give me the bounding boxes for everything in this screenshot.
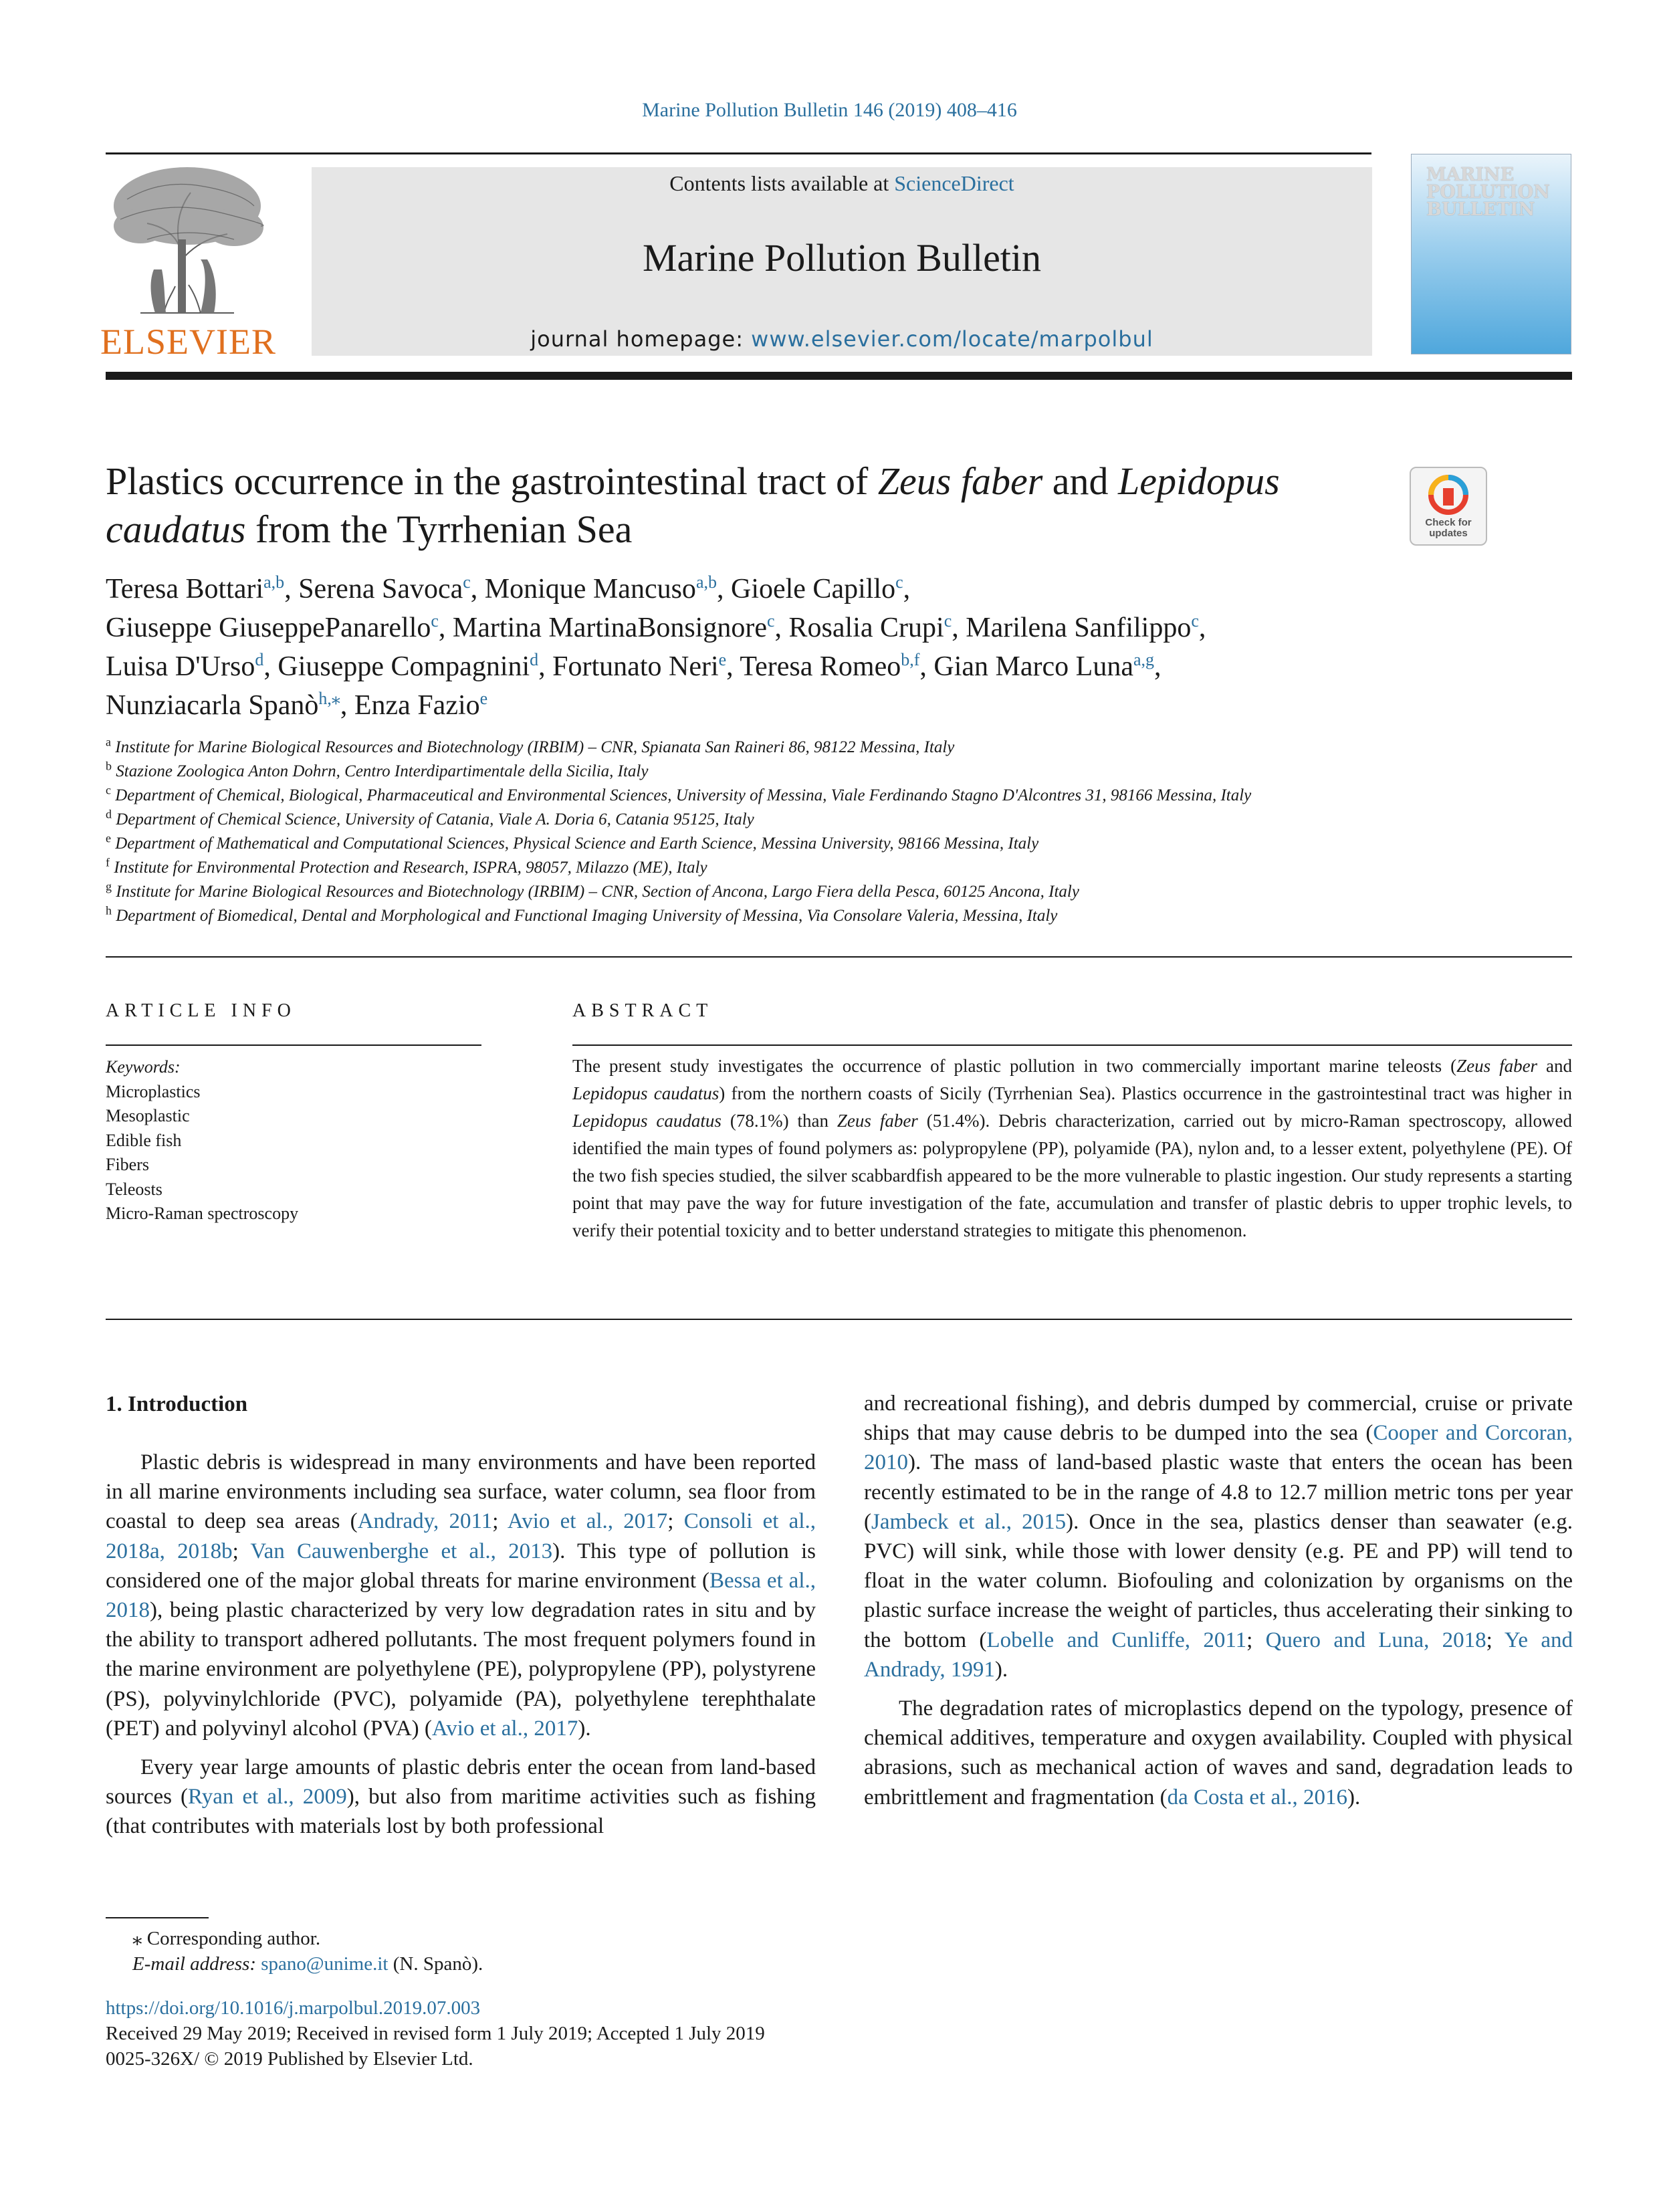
contents-line	[312, 171, 1372, 196]
citation-link[interactable]: Bessa et al., 2018	[106, 1568, 816, 1623]
email-label: E-mail address:	[132, 1953, 261, 1975]
author-affiliation-sup[interactable]: e	[718, 650, 727, 669]
abstract-species: Lepidopus caudatus	[572, 1083, 720, 1103]
cover-title-line: BULLETIN	[1426, 199, 1535, 220]
body-column-left	[106, 1448, 816, 1842]
intro-paragraph	[864, 1389, 1573, 1684]
text-run: ), but also from maritime activities such as fishing (that contributes with materials lost by both professional	[106, 1785, 816, 1839]
author-affiliation-sup[interactable]: c	[895, 572, 903, 592]
author-affiliation-sup[interactable]: h,⁎	[318, 689, 340, 708]
keyword-item: Microplastics	[106, 1081, 201, 1101]
text-run: ;	[492, 1509, 508, 1534]
author-separator: ,	[726, 651, 740, 682]
citation-link[interactable]: Lobelle and Cunliffe, 2011	[986, 1628, 1247, 1652]
abstract-text	[572, 1053, 1572, 1244]
author-name[interactable]: Enza Fazio	[354, 690, 480, 721]
email-link[interactable]: spano@unime.it	[261, 1953, 389, 1975]
keyword-item: Edible fish	[106, 1130, 182, 1150]
email-name: (N. Spanò).	[388, 1953, 483, 1975]
text-run: Plastic debris is widespread in many environments and have been reported in all marine environments including sea surface, water column, sea floor from coastal to deep sea areas (	[106, 1450, 816, 1534]
abstract-heading: ABSTRACT	[572, 1000, 713, 1021]
check-for-updates-button[interactable]	[1410, 467, 1487, 546]
contents-prefix: Contents lists available at	[669, 171, 895, 195]
author-separator: ,	[470, 574, 485, 604]
citation-link[interactable]: Avio et al., 2017	[431, 1716, 578, 1741]
author-affiliation-sup[interactable]: b,f	[901, 650, 920, 669]
author-affiliation-sup[interactable]: c	[1191, 611, 1199, 631]
affiliation-text: Department of Mathematical and Computational Sciences, Physical Science and Earth Science, Messina University, 98166 Messina, Italy	[115, 835, 1039, 853]
affiliation-item	[106, 784, 1577, 808]
article-title	[106, 457, 1376, 554]
author-name[interactable]: Teresa Romeo	[740, 651, 901, 682]
author-separator: ,	[774, 613, 789, 643]
author-separator: ,	[538, 651, 553, 682]
sciencedirect-link[interactable]: ScienceDirect	[894, 171, 1014, 195]
footnote-block	[106, 1926, 1042, 1977]
author-separator: ,	[284, 574, 299, 604]
affiliation-item	[106, 856, 1577, 880]
author-name[interactable]: Marilena Sanfilippo	[966, 613, 1192, 643]
abstract-rule	[572, 1044, 1572, 1046]
title-part: from the Tyrrhenian Sea	[245, 508, 633, 551]
abstract-part: and	[1537, 1056, 1573, 1076]
author-separator: ,	[438, 613, 453, 643]
body-column-right	[864, 1389, 1573, 1812]
abstract-part: ) from the northern coasts of Sicily (Tyrrhenian Sea). Plastics occurrence in the gastrointestinal tract was higher in	[719, 1083, 1572, 1103]
author-line	[106, 570, 1577, 609]
author-affiliation-sup[interactable]: d	[255, 650, 264, 669]
introduction-heading: 1. Introduction	[106, 1392, 248, 1416]
citation-link[interactable]: Andrady, 2011	[357, 1509, 493, 1534]
keyword-item: Mesoplastic	[106, 1106, 190, 1125]
affiliation-key: h	[106, 903, 112, 917]
affiliation-key: a	[106, 735, 111, 749]
author-line	[106, 647, 1577, 686]
affiliation-text: Department of Chemical, Biological, Pharmaceutical and Environmental Sciences, University of Messina, Viale Ferdinando Stagno D'Alcontres 31, 98166 Messina, Italy	[115, 786, 1252, 804]
affiliation-item	[106, 880, 1577, 904]
affiliation-key: c	[106, 783, 111, 797]
author-name[interactable]: Martina MartinaBonsignore	[452, 613, 767, 643]
author-separator: ,	[263, 651, 278, 682]
author-separator: ,	[716, 574, 731, 604]
section-rule	[106, 956, 1572, 958]
title-part: Plastics occurrence in the gastrointestinal tract of	[106, 459, 878, 503]
text-run: ). This type of pollution is considered one of the major global threats for marine environment (	[106, 1539, 816, 1593]
title-part: and	[1042, 459, 1119, 503]
author-name[interactable]: Rosalia Crupi	[788, 613, 944, 643]
cover-title	[1426, 164, 1550, 220]
text-run: ;	[232, 1539, 251, 1563]
text-run: The degradation rates of microplastics depend on the typology, presence of chemical additives, temperature and oxygen availability. Coupled with physical abrasions, such as mechanical action of waves and sand, degradation leads to embrittlement and fragmentation (	[864, 1696, 1573, 1809]
author-line	[106, 609, 1577, 647]
text-run: Every year large amounts of plastic debris enter the ocean from land-based sources (	[106, 1755, 816, 1809]
author-name[interactable]: Fortunato Neri	[552, 651, 719, 682]
citation-link[interactable]: Avio et al., 2017	[507, 1509, 668, 1534]
header-rule	[106, 152, 1371, 154]
journal-reference-link[interactable]: Marine Pollution Bulletin 146 (2019) 408–416	[642, 99, 1017, 121]
text-run: and recreational fishing), and debris dumped by commercial, cruise or private ships that may cause debris to be dumped into the sea (	[864, 1392, 1573, 1446]
homepage-link[interactable]: www.elsevier.com/locate/marpolbul	[751, 326, 1153, 352]
affiliation-text: Department of Biomedical, Dental and Morphological and Functional Imaging University of Messina, Via Consolare Valeria, Messina, Italy	[116, 907, 1058, 925]
article-info-rule	[106, 1044, 481, 1046]
affiliation-text: Department of Chemical Science, University of Catania, Viale A. Doria 6, Catania 95125, Italy	[116, 810, 754, 828]
footnote-text: Corresponding author.	[142, 1928, 321, 1949]
intro-paragraph	[864, 1694, 1573, 1812]
affiliation-text: Institute for Environmental Protection and Research, ISPRA, 98057, Milazzo (ME), Italy	[114, 859, 707, 877]
author-affiliation-sup[interactable]: d	[530, 650, 539, 669]
citation-link[interactable]: da Costa et al., 2016	[1167, 1785, 1348, 1809]
citation-link[interactable]: Jambeck et al., 2015	[871, 1509, 1067, 1534]
article-dates: Received 29 May 2019; Received in revised form 1 July 2019; Accepted 1 July 2019	[106, 2023, 765, 2044]
author-affiliation-sup[interactable]: a,b	[263, 572, 285, 592]
text-run: ). Once in the sea, plastics denser than seawater (e.g. PVC) will sink, while those with lower density (e.g. PE and PP) will tend to float in the water column. Biofouling and colonization by organisms on the plastic surface increase the weight of particles, thus accelerating their sinking to the bottom (	[864, 1509, 1573, 1652]
author-name[interactable]: Serena Savoca	[298, 574, 463, 604]
journal-cover-image[interactable]	[1411, 154, 1571, 354]
text-run: ;	[1486, 1628, 1505, 1652]
text-run: ), being plastic characterized by very low degradation rates in situ and by the ability to transport adhered pollutants. The most frequent polymers found in the marine environment are polyethylene (PE), polypropylene (PP), polystyrene (PS), polyvinylchloride (PVC), polyamide (PA), polyethylene terephthalate (PET) and polyvinyl alcohol (PVA) (	[106, 1598, 816, 1741]
title-species-1: Zeus faber	[877, 459, 1043, 503]
keyword-item: Micro-Raman spectroscopy	[106, 1204, 299, 1223]
author-affiliation-sup[interactable]: c	[463, 572, 471, 592]
corresponding-author-note	[106, 1926, 1042, 1951]
footnote-rule	[106, 1917, 209, 1918]
affiliation-key: b	[106, 759, 112, 773]
author-affiliation-sup[interactable]: c	[431, 611, 439, 631]
author-separator: ,	[1198, 613, 1206, 643]
citation-link[interactable]: Consoli et al., 2018a, 2018b	[106, 1509, 816, 1563]
text-run: ). The mass of land-based plastic waste that enters the ocean has been recently estimated to be in the range of 4.8 to 12.7 million metric tons per year (	[864, 1450, 1573, 1534]
author-name[interactable]: Giuseppe Compagnini	[278, 651, 530, 682]
author-separator: ,	[1154, 651, 1162, 682]
homepage-prefix: journal homepage:	[530, 326, 752, 352]
author-separator: ,	[903, 574, 911, 604]
affiliation-key: d	[106, 807, 112, 821]
author-separator: ,	[919, 651, 934, 682]
email-note	[106, 1951, 1042, 1977]
author-separator: ,	[340, 690, 354, 721]
intro-paragraph	[106, 1448, 816, 1743]
cover-title-line: POLLUTION	[1426, 182, 1550, 203]
author-affiliation-sup[interactable]: a,b	[695, 572, 717, 592]
author-affiliation-sup[interactable]: c	[766, 611, 775, 631]
affiliation-item	[106, 904, 1577, 928]
author-name[interactable]: Gian Marco Luna	[933, 651, 1133, 682]
affiliation-list	[106, 736, 1577, 928]
affiliation-text: Stazione Zoologica Anton Dohrn, Centro Interdipartimentale della Sicilia, Italy	[116, 762, 649, 780]
author-affiliation-sup[interactable]: c	[944, 611, 952, 631]
citation-link[interactable]: Ye and Andrady, 1991	[864, 1628, 1573, 1682]
affiliation-key: f	[106, 855, 110, 869]
author-list	[106, 570, 1577, 725]
article-meta-block	[106, 1995, 1176, 2072]
abstract-species: Zeus faber	[837, 1111, 918, 1131]
abstract-part: (78.1%) than	[721, 1111, 837, 1131]
author-name[interactable]: Giuseppe GiuseppePanarello	[106, 613, 431, 643]
journal-name: Marine Pollution Bulletin	[642, 236, 1042, 280]
abstract-species: Zeus faber	[1456, 1056, 1538, 1076]
text-run: ).	[578, 1716, 591, 1741]
text-run: ).	[1347, 1785, 1361, 1809]
citation-link[interactable]: Van Cauwenberghe et al., 2013	[250, 1539, 553, 1563]
copyright-line: 0025-326X/ © 2019 Published by Elsevier Ltd.	[106, 2048, 473, 2070]
citation-link[interactable]: Quero and Luna, 2018	[1265, 1628, 1486, 1652]
footnote-mark: ⁎	[132, 1928, 142, 1949]
affiliation-item	[106, 760, 1577, 784]
elsevier-wordmark: ELSEVIER	[100, 322, 276, 362]
affiliation-key: e	[106, 831, 111, 845]
author-line	[106, 686, 1577, 725]
keywords-block	[106, 1055, 480, 1226]
doi-link[interactable]: https://doi.org/10.1016/j.marpolbul.2019.07.003	[106, 1997, 481, 2019]
citation-link[interactable]: Cooper and Corcoran, 2010	[864, 1421, 1573, 1475]
affiliation-text: Institute for Marine Biological Resources and Biotechnology (IRBIM) – CNR, Spianata San Raineri 86, 98122 Messina, Italy	[115, 738, 955, 756]
header-thick-rule	[106, 372, 1572, 380]
affiliation-key: g	[106, 879, 112, 893]
section-rule	[106, 1319, 1572, 1320]
keyword-item: Fibers	[106, 1155, 149, 1174]
keyword-item: Teleosts	[106, 1179, 162, 1199]
author-separator: ,	[952, 613, 966, 643]
citation-link[interactable]: Ryan et al., 2009	[188, 1785, 347, 1809]
affiliation-item	[106, 736, 1577, 760]
homepage-line	[312, 326, 1372, 352]
article-info-heading: ARTICLE INFO	[106, 1000, 296, 1021]
author-name[interactable]: Gioele Capillo	[730, 574, 896, 604]
abstract-part: The present study investigates the occurrence of plastic pollution in two commercially important marine teleosts (	[572, 1056, 1457, 1076]
crossmark-label-1: Check for	[1425, 517, 1472, 528]
affiliation-text: Institute for Marine Biological Resources and Biotechnology (IRBIM) – CNR, Section of Ancona, Largo Fiera della Pesca, 60125 Ancona, Italy	[116, 883, 1079, 901]
abstract-species: Lepidopus caudatus	[572, 1111, 722, 1131]
abstract-part: (51.4%). Debris characterization, carried out by micro-Raman spectroscopy, allowed identified the main types of found polymers as: polypropylene (PP), polyamide (PA), nylon and, to a lesser extent, polyethylene (PE). Of the two fish species studied, the silver scabbardfish appeared to be the more vulnerable to plastic ingestion. Our study represents a starting point that may pave the way for future investigation of the fate, accumulation and transfer of plastic debris to upper trophic levels, to verify their potential toxicity and to better understand strategies to mitigate this phenomenon.	[572, 1111, 1572, 1240]
title-species-2: Lepidopus caudatus	[106, 459, 1280, 551]
text-run: ;	[667, 1509, 684, 1534]
text-run: ).	[994, 1657, 1008, 1682]
intro-paragraph	[106, 1753, 816, 1842]
crossmark-label-2: updates	[1429, 528, 1468, 539]
author-name[interactable]: Monique Mancuso	[484, 574, 696, 604]
affiliation-item	[106, 832, 1577, 856]
author-affiliation-sup[interactable]: e	[479, 689, 488, 708]
author-name[interactable]: Nunziacarla Spanò	[106, 690, 319, 721]
affiliation-item	[106, 808, 1577, 832]
author-name[interactable]: Teresa Bottari	[106, 574, 264, 604]
text-run: ;	[1246, 1628, 1266, 1652]
cover-title-line: MARINE	[1426, 164, 1515, 185]
keywords-title: Keywords:	[106, 1057, 181, 1077]
author-name[interactable]: Luisa D'Urso	[106, 651, 255, 682]
author-affiliation-sup[interactable]: a,g	[1133, 650, 1155, 669]
